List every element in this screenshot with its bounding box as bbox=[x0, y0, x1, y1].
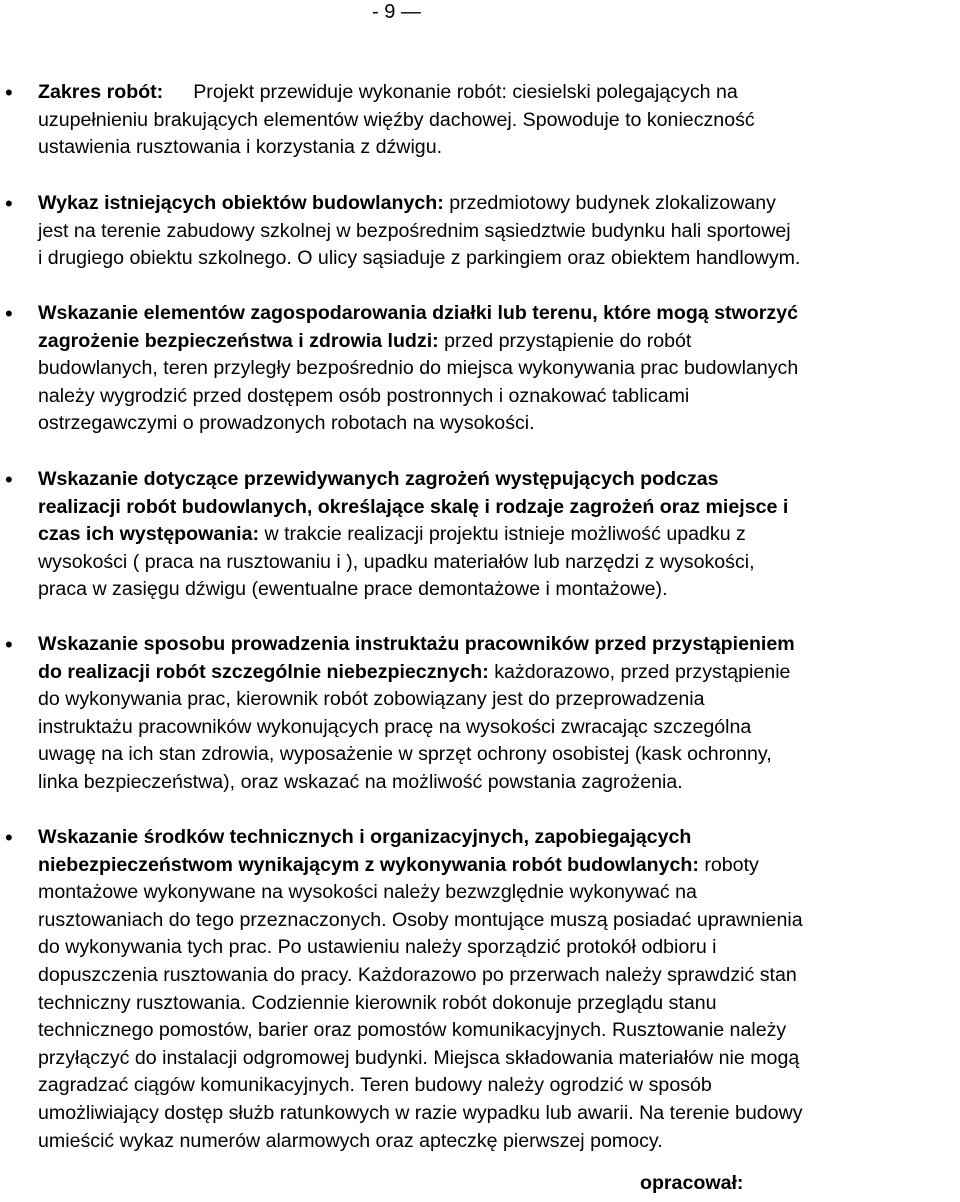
section-line: budowlanych, teren przyległy bezpośrednio do miejsca wykonywania prac budowlanych bbox=[38, 357, 799, 380]
section-text: Projekt przewiduje wykonanie robót: ciesielski polegających na bbox=[193, 81, 738, 103]
section-line: umieścić wykaz numerów alarmowych oraz apteczkę pierwszej pomocy. bbox=[38, 1129, 663, 1152]
section-scope-of-works bbox=[5, 79, 958, 162]
section-line bbox=[38, 190, 958, 218]
section-text: w trakcie realizacji projektu istnieje możliwość upadku z bbox=[264, 523, 746, 546]
section-line: przyłączyć do instalacji odgromowej budynki. Miejsca składowania materiałów nie mogą bbox=[38, 1046, 800, 1069]
section-heading: Wskazanie sposobu prowadzenia instruktażu pracowników przed przystąpieniem bbox=[38, 633, 795, 655]
section-heading: realizacji robót budowlanych, określające skalę i rodzaje zagrożeń oraz miejsce i bbox=[38, 495, 789, 518]
section-text: przed przystąpienie do robót bbox=[444, 329, 692, 352]
section-heading: Wskazanie środków technicznych i organizacyjnych, zapobiegających bbox=[38, 826, 692, 848]
section-line: ustawienia rusztowania i korzystania z dźwigu. bbox=[38, 136, 443, 159]
section-heading: Wskazanie dotyczące przewidywanych zagrożeń występujących podczas bbox=[38, 468, 719, 490]
section-line: do wykonywania prac, kierownik robót zobowiązany jest do przeprowadzenia bbox=[38, 688, 705, 711]
section-existing-buildings bbox=[5, 190, 958, 273]
section-line: należy wygrodzić przed dostępem osób postronnych i oznakować tablicami bbox=[38, 384, 690, 407]
bullet-icon: • bbox=[5, 301, 13, 326]
section-line: zagradzać ciągów komunikacyjnych. Teren budowy należy ogrodzić w sposób bbox=[38, 1074, 712, 1097]
bullet-icon: • bbox=[5, 80, 13, 105]
section-line: ostrzegawczymi o prowadzonych robotach na wysokości. bbox=[38, 412, 535, 435]
section-line: linka bezpieczeństwa), oraz wskazać na możliwość powstania zagrożenia. bbox=[38, 770, 683, 793]
section-heading: do realizacji robót szczególnie niebezpiecznych: bbox=[38, 660, 489, 683]
section-text: każdorazowo, przed przystąpienie bbox=[494, 660, 791, 683]
section-expected-hazards bbox=[5, 466, 958, 604]
section-line: uzupełnieniu brakujących elementów więźby dachowej. Spowoduje to konieczność bbox=[38, 108, 755, 131]
section-heading: zagrożenie bezpieczeństwa i zdrowia ludzi: bbox=[38, 329, 439, 352]
section-heading: Wskazanie elementów zagospodarowania działki lub terenu, które mogą stworzyć bbox=[38, 302, 798, 324]
bullet-icon: • bbox=[5, 191, 13, 216]
section-heading: niebezpieczeństwom wynikającym z wykonywania robót budowlanych: bbox=[38, 853, 699, 876]
section-line: techniczny rusztowania. Codziennie kierownik robót dokonuje przeglądu stanu bbox=[38, 991, 717, 1014]
section-text: przedmiotowy budynek zlokalizowany bbox=[449, 192, 776, 214]
section-heading: Zakres robót: bbox=[38, 81, 164, 103]
section-worker-training bbox=[5, 631, 958, 797]
section-line: i drugiego obiektu szkolnego. O ulicy sąsiaduje z parkingiem oraz obiektem handlowym. bbox=[38, 247, 801, 270]
section-line: dopuszczenia rusztowania do pracy. Każdorazowo po przerwach należy sprawdzić stan bbox=[38, 963, 797, 986]
section-text: roboty bbox=[704, 853, 759, 876]
section-line bbox=[38, 659, 958, 687]
section-line: wysokości ( praca na rusztowaniu i ), upadku materiałów lub narzędzi z wysokości, bbox=[38, 550, 755, 573]
section-line: montażowe wykonywane na wysokości należy bezwzględnie wykonywać na bbox=[38, 881, 697, 904]
section-line bbox=[38, 852, 958, 880]
section-line: praca w zasięgu dźwigu (ewentualne prace demontażowe i montażowe). bbox=[38, 578, 668, 601]
section-line: technicznego pomostów, barier oraz pomostów komunikacyjnych. Rusztowanie należy bbox=[38, 1019, 787, 1042]
section-line: instruktażu pracowników wykonujących pracę na wysokości zwracając szczególna bbox=[38, 715, 752, 738]
section-line bbox=[38, 79, 958, 107]
section-line: umożliwiający dostęp służb ratunkowych w razie wypadku lub awarii. Na terenie budowy bbox=[38, 1101, 803, 1124]
section-line: rusztowaniach do tego przeznaczonych. Osoby montujące muszą posiadać uprawnienia bbox=[38, 908, 803, 931]
section-line: do wykonywania tych prac. Po ustawieniu należy sporządzić protokół odbioru i bbox=[38, 936, 717, 959]
bullet-icon: • bbox=[5, 632, 13, 657]
section-site-hazards bbox=[5, 300, 958, 438]
section-line bbox=[38, 328, 958, 356]
bullet-icon: • bbox=[5, 825, 13, 850]
page-number: - 9 — bbox=[372, 1, 421, 23]
signature-label: opracował: bbox=[640, 1172, 744, 1194]
section-line bbox=[38, 521, 958, 549]
section-line: uwagę na ich stan zdrowia, wyposażenie w sprzęt ochrony osobistej (kask ochronny, bbox=[38, 743, 772, 766]
section-heading: czas ich występowania: bbox=[38, 523, 260, 546]
section-technical-measures bbox=[5, 824, 958, 1155]
bullet-icon: • bbox=[5, 467, 13, 492]
section-line: jest na terenie zabudowy szkolnej w bezpośrednim sąsiedztwie budynku hali sportowej bbox=[38, 219, 791, 242]
section-heading: Wykaz istniejących obiektów budowlanych: bbox=[38, 192, 444, 214]
